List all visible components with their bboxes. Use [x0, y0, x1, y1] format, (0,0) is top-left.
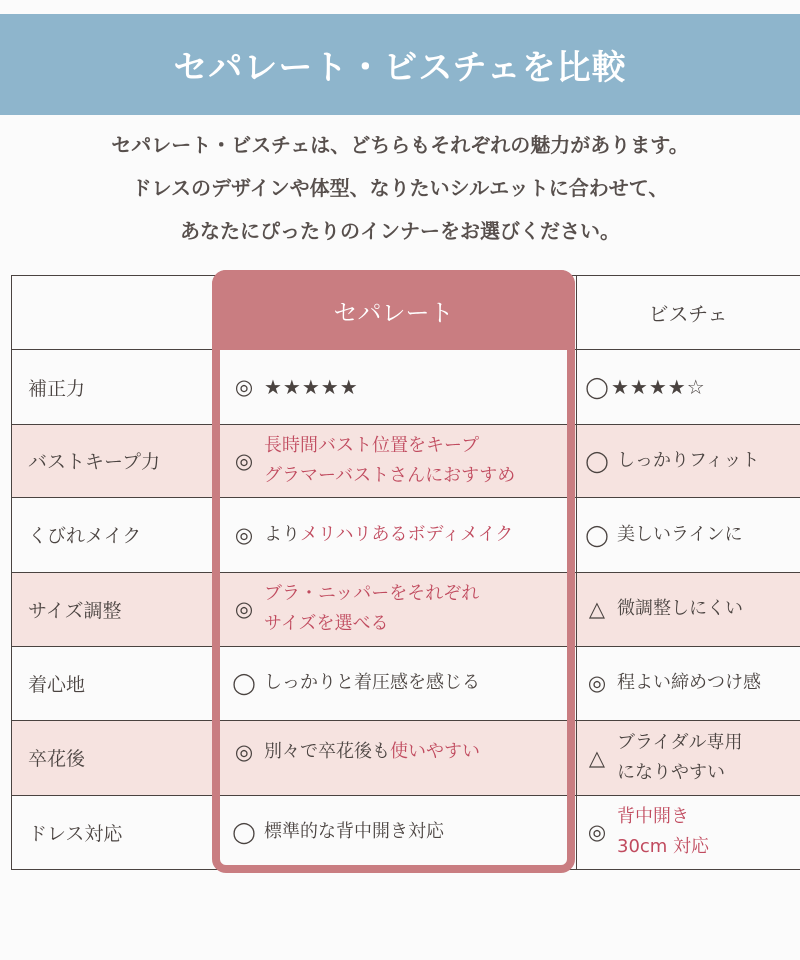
bustier-cell	[585, 424, 760, 497]
cell-text-line: ブラ・ニッパーをそれぞれ	[264, 583, 480, 604]
bustier-cell	[585, 720, 742, 795]
rating-symbol: ◯	[232, 671, 256, 695]
star-rating: ★★★★★	[264, 375, 359, 399]
rating-symbol: ◎	[234, 740, 254, 764]
row-label: ドレス対応	[28, 822, 123, 845]
rating-symbol: ◎	[234, 597, 254, 621]
cell-text: 程よい締めつけ感	[617, 672, 761, 693]
rating-symbol: ◯	[585, 448, 609, 473]
cell-text-line: サイズを選べる	[264, 613, 389, 634]
bustier-cell	[585, 350, 706, 424]
bustier-cell	[585, 572, 743, 646]
cell-text: 別々で卒花後も	[264, 741, 390, 762]
row-label: 補正力	[28, 377, 86, 400]
cell-text: より	[264, 523, 300, 545]
recommended-column-frame	[212, 270, 575, 873]
cell-accent-text: メリハリあるボディメイク	[300, 523, 514, 545]
intro-line: セパレート・ビスチェは、どちらもそれぞれの魅力があります。	[111, 133, 689, 157]
page-title: セパレート・ビスチェを比較	[173, 48, 627, 88]
rating-symbol: ◎	[234, 448, 254, 473]
cell-text: 微調整しにくい	[617, 598, 743, 619]
column-header-separate: セパレート	[212, 270, 575, 350]
cell-text-line: 背中開き	[617, 806, 689, 827]
cell-text: 美しいラインに	[617, 523, 743, 545]
column-header-bustier: ビスチェ	[648, 301, 728, 326]
row-label: バストキープ力	[28, 451, 161, 473]
cell-text-line: ブライダル専用	[617, 731, 743, 753]
table-line	[11, 275, 12, 870]
cell-accent-text: 使いやすい	[390, 741, 480, 762]
row-label: くびれメイク	[28, 525, 142, 547]
intro-line: ドレスのデザインや体型、なりたいシルエットに合わせて、	[131, 176, 669, 200]
bustier-cell	[585, 795, 709, 869]
cell-text-line: になりやすい	[617, 761, 725, 783]
intro-line: あなたにぴったりのインナーをお選びください。	[180, 219, 620, 243]
title-banner	[0, 14, 800, 115]
cell-text: 標準的な背中開き対応	[264, 821, 444, 842]
row-label: 着心地	[28, 673, 86, 696]
rating-symbol: △	[588, 745, 606, 770]
rating-symbol: ◎	[587, 820, 607, 844]
cell-text-line: 30cm 対応	[617, 836, 710, 857]
intro-text	[0, 124, 800, 253]
table-line	[576, 275, 577, 870]
rating-symbol: ◯	[585, 375, 609, 399]
cell-text: しっかりと着圧感を感じる	[264, 672, 480, 693]
rating-symbol: ◯	[232, 820, 256, 844]
cell-text: しっかりフィット	[617, 449, 760, 471]
bustier-cell	[585, 646, 761, 720]
rating-symbol: ◎	[234, 522, 254, 547]
row-label: サイズ調整	[28, 599, 122, 622]
star-rating: ★★★★☆	[611, 375, 706, 399]
rating-symbol: ◯	[585, 522, 609, 547]
rating-symbol: △	[588, 597, 606, 621]
bustier-cell	[585, 497, 742, 572]
cell-text-line: 長時間バスト位置をキープ	[264, 434, 480, 456]
rating-symbol: ◎	[587, 671, 607, 695]
cell-text-line: グラマーバストさんにおすすめ	[264, 464, 516, 486]
row-label: 卒花後	[28, 748, 86, 770]
rating-symbol: ◎	[234, 375, 254, 399]
